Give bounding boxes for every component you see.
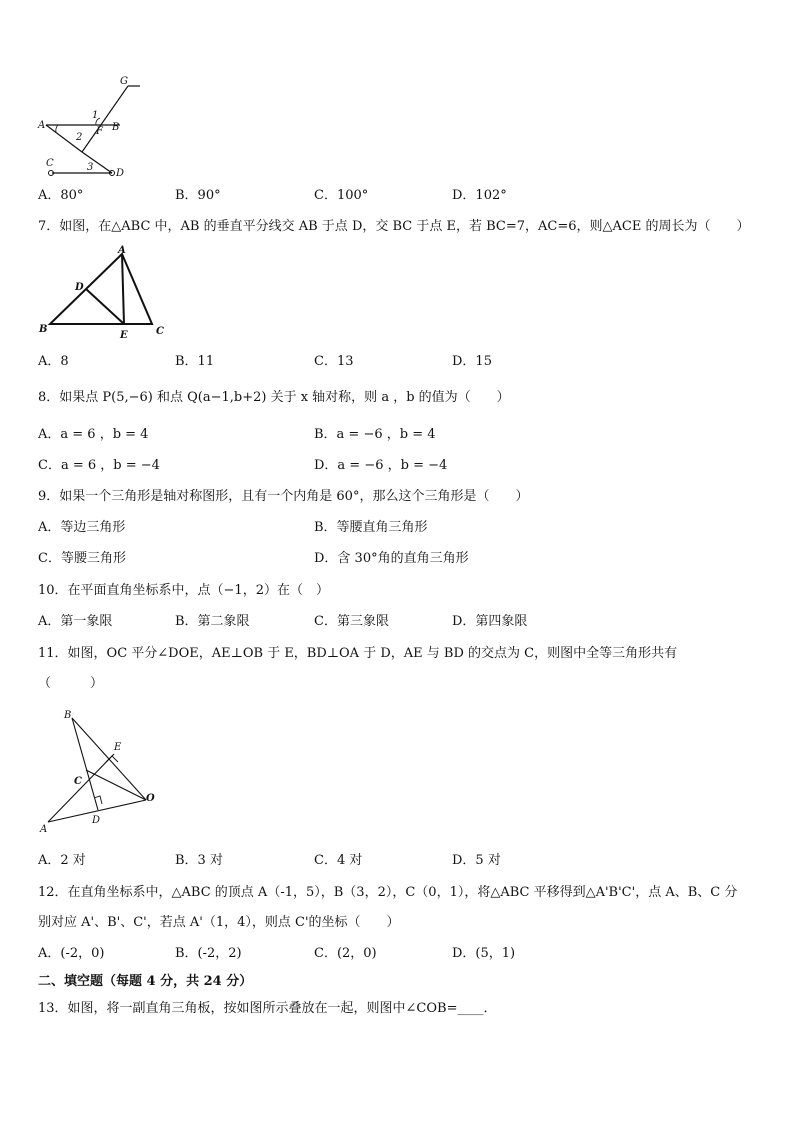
q11-label-B: B bbox=[64, 710, 72, 721]
q7-option-b: B．11 bbox=[175, 354, 215, 369]
q7-option-c: C．13 bbox=[314, 354, 354, 369]
q10-stem: 10．在平面直角坐标系中，点（−1，2）在（ ） bbox=[38, 583, 329, 598]
q12-option-b: B．(-2，2) bbox=[175, 946, 242, 961]
q6-option-b: B．90° bbox=[175, 188, 221, 203]
q12-stem-line2: 别对应 A'、B'、C'，若点 A'（1，4），则点 C'的坐标（ ） bbox=[38, 915, 400, 930]
q11-label-C: C bbox=[74, 776, 82, 787]
q6-label-2: 2 bbox=[76, 132, 83, 143]
q11-label-O: O bbox=[146, 793, 155, 804]
q11-option-d: D．5 对 bbox=[452, 853, 501, 868]
q7-figure bbox=[36, 244, 170, 342]
q7-label-D: D bbox=[75, 282, 84, 293]
q7-option-a: A．8 bbox=[38, 354, 69, 369]
q6-option-c: C．100° bbox=[314, 188, 369, 203]
q8-option-b: B．a = −6 ，b = 4 bbox=[314, 427, 436, 442]
q6-label-F: F bbox=[96, 126, 103, 137]
q6-label-G: G bbox=[120, 76, 128, 87]
q11-figure bbox=[36, 704, 166, 838]
q11-label-A: A bbox=[40, 824, 48, 835]
q12-option-d: D．(5，1) bbox=[452, 946, 516, 961]
q12-option-c: C．(2，0) bbox=[314, 946, 377, 961]
q13-stem: 13．如图，将一副直角三角板，按如图所示叠放在一起，则图中∠COB=____． bbox=[38, 1001, 497, 1016]
q12-stem-line1: 12．在直角坐标系中，△ABC 的顶点 A（-1，5），B（3，2），C（0，1），将△ABC 平移得到△A'B'C'，点 A、B、C 分 bbox=[38, 885, 738, 900]
q8-option-a: A．a = 6 ，b = 4 bbox=[38, 427, 149, 442]
q9-option-d: D．含 30°角的直角三角形 bbox=[314, 551, 469, 566]
q10-option-b: B．第二象限 bbox=[175, 614, 250, 629]
q11-option-a: A．2 对 bbox=[38, 853, 86, 868]
q7-label-B: B bbox=[39, 324, 48, 335]
q6-label-C: C bbox=[46, 158, 54, 169]
q8-option-d: D．a = −6 ，b = −4 bbox=[314, 458, 448, 473]
section-2-title: 二、填空题（每题 4 分，共 24 分） bbox=[38, 974, 253, 989]
q6-label-1: 1 bbox=[92, 110, 99, 121]
q6-label-A: A bbox=[38, 120, 46, 131]
q6-label-3: 3 bbox=[87, 162, 94, 173]
q8-option-c: C．a = 6 ，b = −4 bbox=[38, 458, 160, 473]
q7-label-E: E bbox=[120, 330, 128, 341]
q6-option-d: D．102° bbox=[452, 188, 507, 203]
q8-stem: 8．如果点 P(5,−6) 和点 Q(a−1,b+2) 关于 x 轴对称，则 a ，b 的值为（ ） bbox=[38, 390, 510, 405]
q11-stem-line2: （ ） bbox=[38, 676, 104, 691]
q10-option-d: D．第四象限 bbox=[452, 614, 528, 629]
q11-label-D: D bbox=[92, 815, 101, 826]
q6-figure bbox=[36, 72, 156, 182]
q11-label-E: E bbox=[114, 742, 122, 753]
q9-option-a: A．等边三角形 bbox=[38, 520, 126, 535]
q7-stem: 7．如图，在△ABC 中，AB 的垂直平分线交 AB 于点 D，交 BC 于点 E，若 BC=7，AC=6，则△ACE 的周长为（ ） bbox=[38, 219, 750, 234]
q6-label-B: B bbox=[112, 122, 120, 133]
q7-label-C: C bbox=[156, 326, 164, 337]
q11-stem-line1: 11．如图，OC 平分∠DOE，AE⊥OB 于 E，BD⊥OA 于 D，AE 与 BD 的交点为 C，则图中全等三角形共有 bbox=[38, 646, 678, 661]
q9-stem: 9．如果一个三角形是轴对称图形，且有一个内角是 60°，那么这个三角形是（ ） bbox=[38, 489, 529, 504]
q7-label-A: A bbox=[118, 245, 126, 256]
q11-option-b: B．3 对 bbox=[175, 853, 223, 868]
q11-option-c: C．4 对 bbox=[314, 853, 363, 868]
q10-option-c: C．第三象限 bbox=[314, 614, 389, 629]
q9-option-c: C．等腰三角形 bbox=[38, 551, 126, 566]
q6-option-a: A．80° bbox=[38, 188, 84, 203]
q9-option-b: B．等腰直角三角形 bbox=[314, 520, 428, 535]
q12-option-a: A．(-2，0) bbox=[38, 946, 105, 961]
q10-option-a: A．第一象限 bbox=[38, 614, 113, 629]
q7-option-d: D．15 bbox=[452, 354, 492, 369]
q6-label-D: D bbox=[116, 168, 125, 179]
